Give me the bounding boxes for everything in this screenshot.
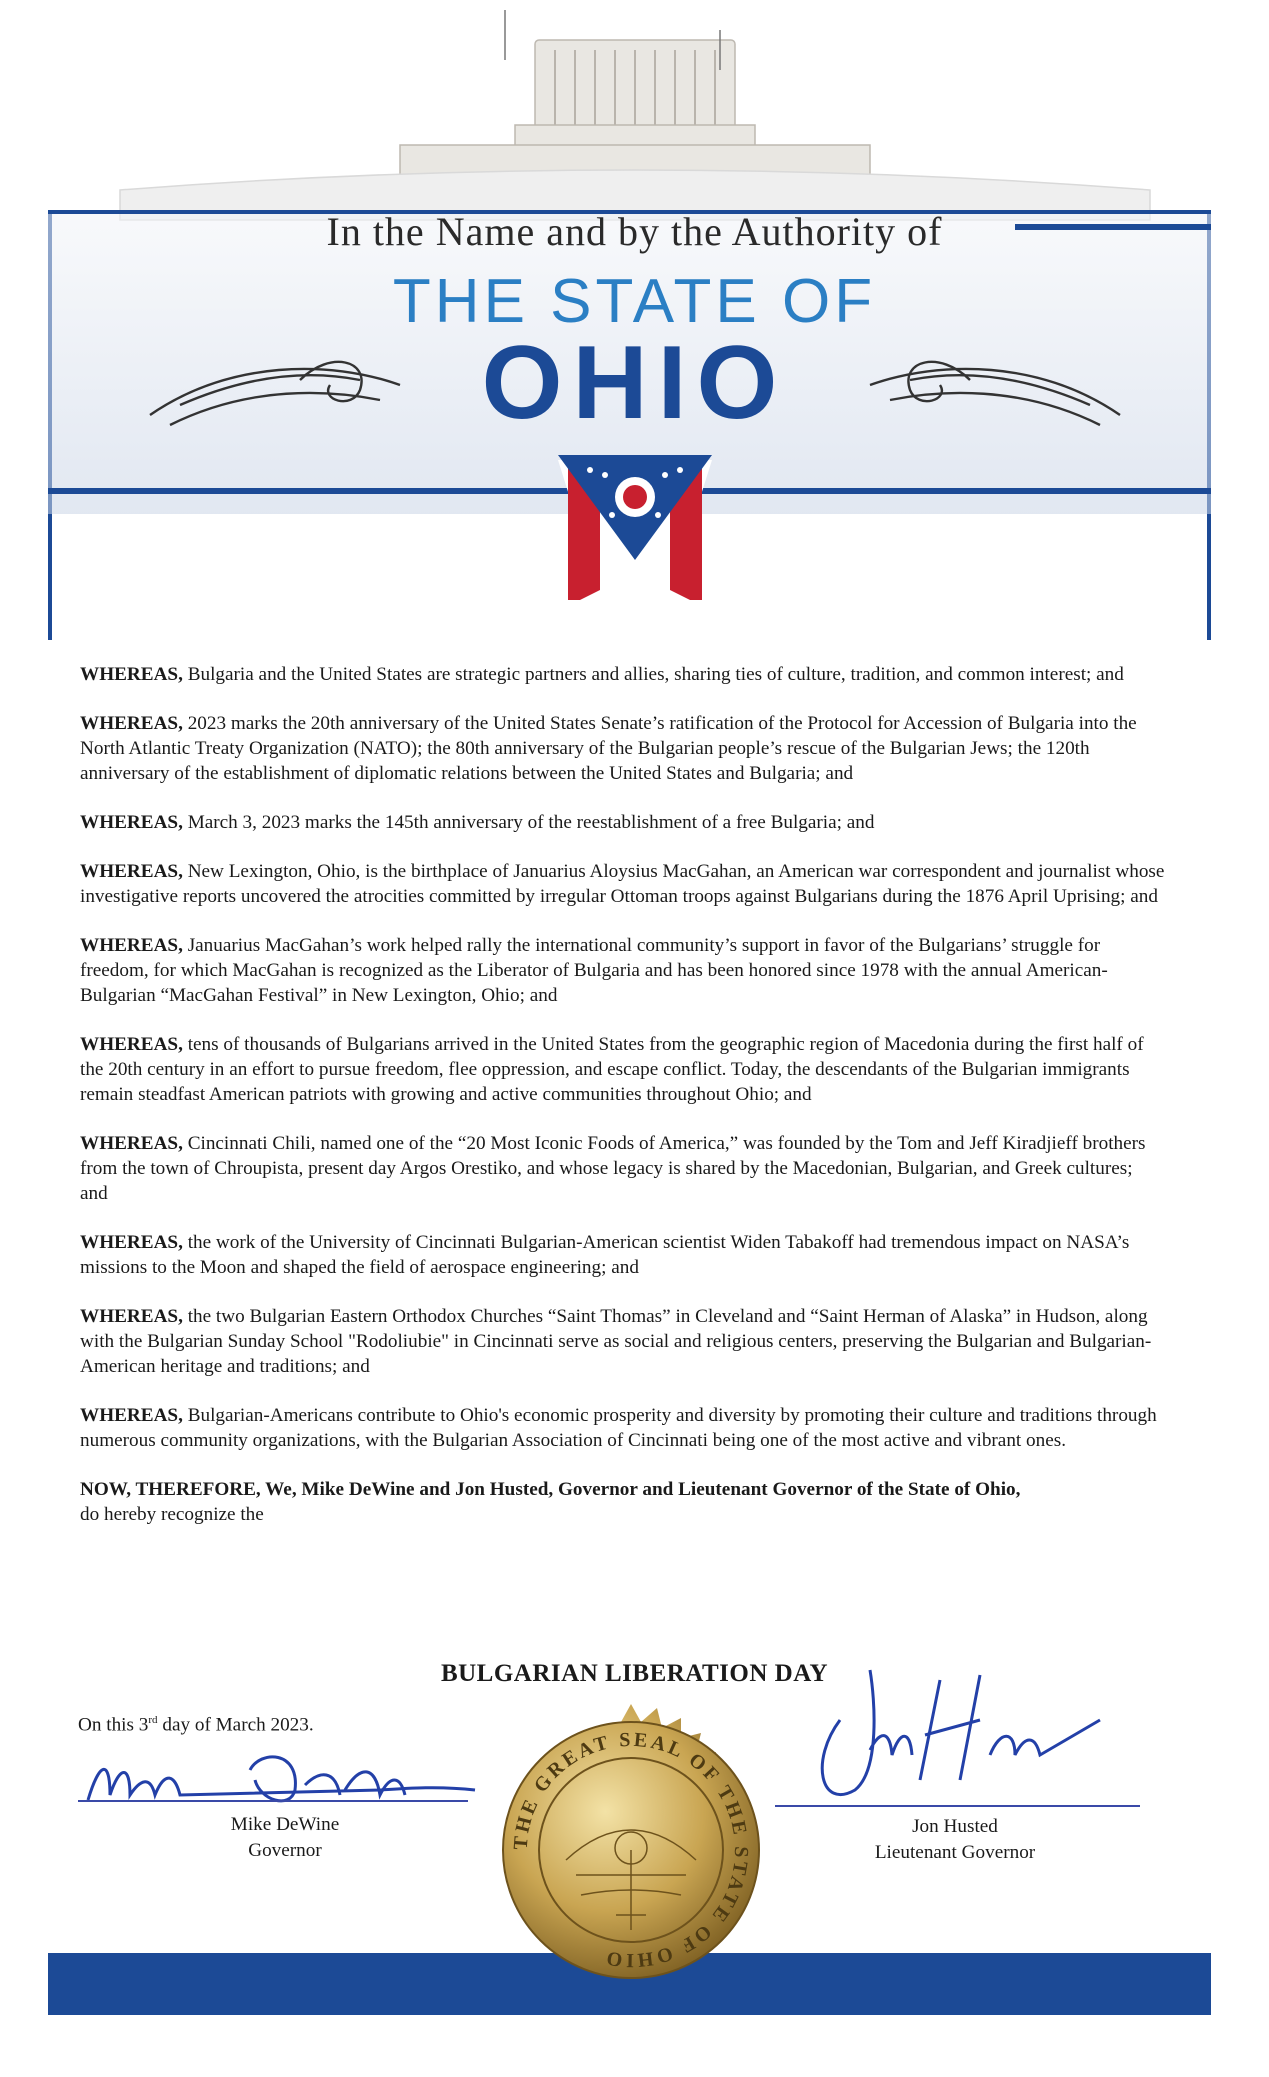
lt-governor-title: Lieutenant Governor <box>874 1842 1036 1863</box>
whereas-paragraph <box>80 1230 1165 1280</box>
lt-governor-signature-line <box>775 1805 1140 1807</box>
governor-name: Mike DeWine <box>230 1814 340 1835</box>
whereas-text: the work of the University of Cincinnati Bulgarian-American scientist Widen Tabakoff had tremendous impact on NASA’s missions to the Moon and shaped the field of aerospace engineering; and <box>80 1232 1130 1278</box>
whereas-lead: WHEREAS, <box>80 935 183 956</box>
whereas-paragraph <box>80 933 1165 1008</box>
whereas-lead: WHEREAS, <box>80 1232 183 1253</box>
whereas-lead: WHEREAS, <box>80 1133 183 1154</box>
lt-governor-signature-block <box>830 1814 1080 1866</box>
governor-signature-line <box>78 1800 468 1802</box>
whereas-lead: WHEREAS, <box>80 713 183 734</box>
dateline-suffix: day of March 2023. <box>157 1714 314 1736</box>
header-line-ohio: OHIO <box>481 325 788 441</box>
capitol-building-icon <box>120 10 1150 220</box>
whereas-text: Bulgaria and the United States are strategic partners and allies, sharing ties of culture, tradition, and common interest; and <box>182 664 1124 685</box>
governor-signature-icon <box>80 1740 480 1820</box>
now-therefore-lead: NOW, THEREFORE, We, Mike DeWine and Jon Husted, Governor and Lieutenant Governor of the State of Ohio, <box>80 1479 1021 1500</box>
whereas-lead: WHEREAS, <box>80 664 183 685</box>
governor-signature-block <box>180 1812 390 1864</box>
proclamation-body <box>80 662 1165 1527</box>
whereas-lead: WHEREAS, <box>80 812 183 833</box>
whereas-text: New Lexington, Ohio, is the birthplace of Januarius Aloysius MacGahan, an American war correspondent and journalist whose investigative reports uncovered the atrocities committed by irregular Ottoman troops against Bulgarians during the 1876 April Uprising; and <box>80 861 1165 907</box>
whereas-paragraph <box>80 1032 1165 1107</box>
whereas-lead: WHEREAS, <box>80 861 183 882</box>
whereas-lead: WHEREAS, <box>80 1034 183 1055</box>
whereas-lead: WHEREAS, <box>80 1405 183 1426</box>
dateline-sup: rd <box>148 1714 158 1726</box>
recognition-title: BULGARIAN LIBERATION DAY <box>440 1660 829 1687</box>
proclamation-header <box>0 0 1269 640</box>
whereas-text: Cincinnati Chili, named one of the “20 Most Iconic Foods of America,” was founded by the Tom and Jeff Kiradjieff brothers from the town of Chroupista, present day Argos Orestiko, and whose legacy is shared by the Macedonian, Bulgarian, and Greek cultures; and <box>80 1133 1146 1204</box>
whereas-lead: WHEREAS, <box>80 1306 183 1327</box>
whereas-text: March 3, 2023 marks the 145th anniversary of the reestablishment of a free Bulgaria; and <box>182 812 875 833</box>
whereas-paragraph <box>80 859 1165 909</box>
whereas-text: Januarius MacGahan’s work helped rally the international community’s support in favor of the Bulgarians’ struggle for freedom, for which MacGahan is recognized as the Liberator of Bulgaria and has been honored since 1978 with the annual American-Bulgarian “MacGahan Festival” in New Lexington, Ohio; and <box>80 935 1108 1006</box>
whereas-text: Bulgarian-Americans contribute to Ohio's economic prosperity and diversity by promoting their culture and traditions through numerous community organizations, with the Bulgarian Association of Cincinnati being one of the most active and vibrant ones. <box>80 1405 1157 1451</box>
whereas-text: 2023 marks the 20th anniversary of the United States Senate’s ratification of the Protocol for Accession of Bulgaria into the North Atlantic Treaty Organization (NATO); the 80th anniversary of the Bulgarian people’s rescue of the Bulgarian Jews; the 120th anniversary of the establishment of diplomatic relations between the United States and Bulgaria; and <box>80 713 1137 784</box>
whereas-paragraph <box>80 1131 1165 1206</box>
header-line-state-of: THE STATE OF <box>392 267 877 336</box>
ohio-flag-icon <box>558 455 712 600</box>
dateline <box>78 1714 314 1736</box>
whereas-paragraph <box>80 1403 1165 1453</box>
dateline-prefix: On this 3 <box>78 1714 149 1736</box>
governor-title: Governor <box>248 1840 322 1861</box>
whereas-text: the two Bulgarian Eastern Orthodox Churches “Saint Thomas” in Cleveland and “Saint Herman of Alaska” in Hudson, along with the Bulgarian Sunday School "Rodoliubie" in Cincinnati serve as social and religious centers, preserving the Bulgarian and Bulgarian-American heritage and traditions; and <box>80 1306 1152 1377</box>
now-therefore-paragraph <box>80 1477 1165 1527</box>
now-therefore-rest: do hereby recognize the <box>80 1504 264 1525</box>
whereas-paragraph <box>80 711 1165 786</box>
great-seal-of-ohio-icon <box>481 1700 781 2000</box>
svg-text:THE GREAT SEAL OF THE STATE OF: THE GREAT SEAL OF THE STATE OF OHIO <box>509 1728 753 1972</box>
lt-governor-name: Jon Husted <box>912 1816 998 1837</box>
lt-governor-signature-icon <box>800 1660 1130 1820</box>
whereas-text: tens of thousands of Bulgarians arrived in the United States from the geographic region of Macedonia during the first half of the 20th century in an effort to pursue freedom, flee oppression, and escape conflict. Today, the descendants of the Bulgarian immigrants remain steadfast American patriots with growing and active communities throughout Ohio; and <box>80 1034 1144 1105</box>
header-line-authority: In the Name and by the Authority of <box>326 209 943 254</box>
whereas-paragraph <box>80 810 1165 835</box>
whereas-paragraph <box>80 662 1165 687</box>
whereas-paragraph <box>80 1304 1165 1379</box>
